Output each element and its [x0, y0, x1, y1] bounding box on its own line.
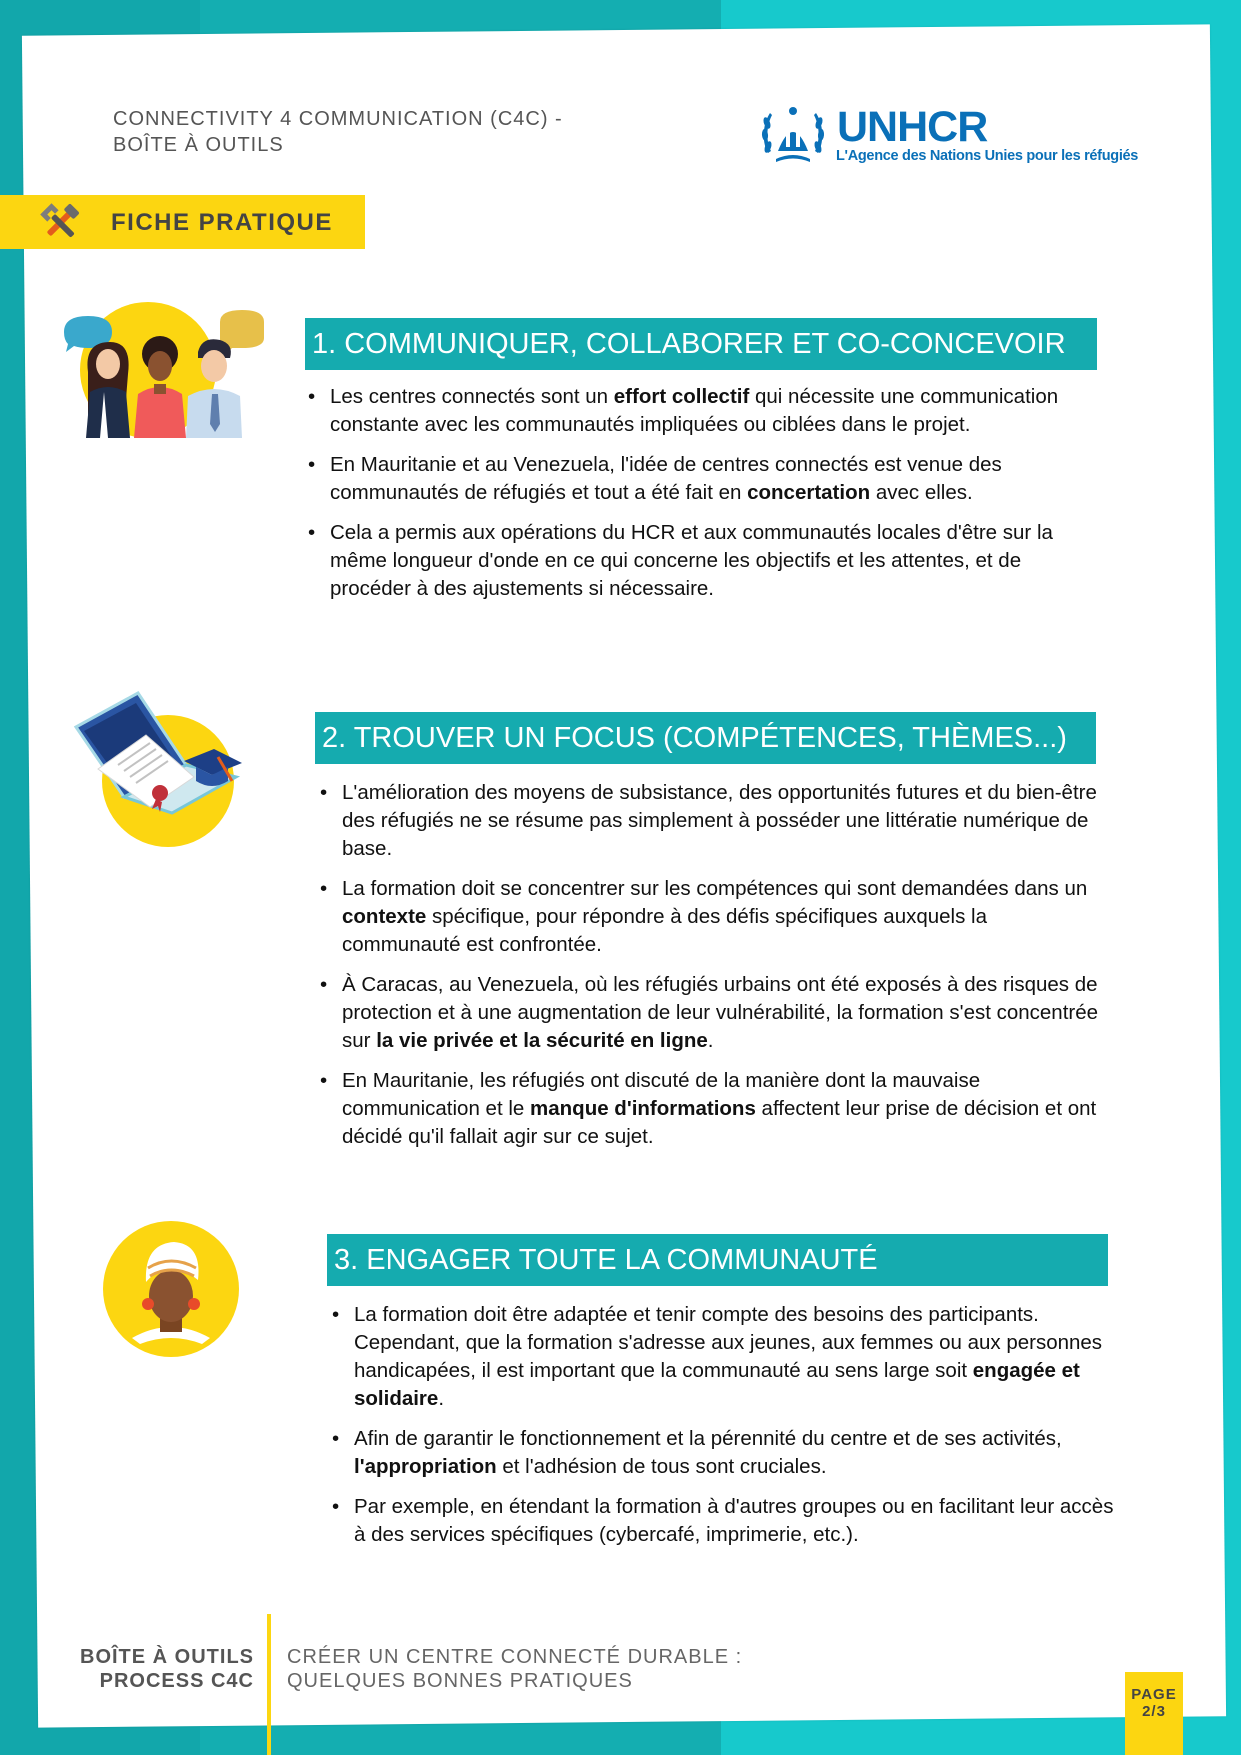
page-label: PAGE: [1131, 1686, 1177, 1703]
section-1-title: 1. COMMUNIQUER, COLLABORER ET CO-CONCEVOIR: [305, 318, 1097, 370]
fiche-pratique-label: FICHE PRATIQUE: [111, 209, 333, 236]
section-3-bullets: [332, 1301, 1122, 1561]
unhcr-logo: [758, 103, 1148, 165]
page-number-badge: [1125, 1672, 1183, 1755]
bullet-text: spécifique, pour répondre à des défis spécifiques auxquels la communauté est confrontée.: [342, 905, 987, 956]
logo-name: UNHCR: [837, 103, 988, 151]
bullet-item: [332, 1425, 1122, 1481]
bullet-text: Les centres connectés sont un: [330, 385, 614, 408]
bullet-text: Par exemple, en étendant la formation à d'autres groupes ou en facilitant leur accès à des services spécifiques (cybercafé, imprimerie, etc.).: [354, 1495, 1114, 1546]
bullet-emphasis: engagée et solidaire: [354, 1359, 1080, 1410]
bullet-text: En Mauritanie et au Venezuela, l'idée de centres connectés est venue des communautés de réfugiés et tout a été fait en: [330, 453, 1002, 504]
bullet-item: [320, 971, 1110, 1055]
footer-document-title: [287, 1645, 742, 1693]
bullet-item: [320, 1067, 1110, 1151]
bullet-text: et l'adhésion de tous sont cruciales.: [496, 1455, 827, 1478]
bullet-item: [332, 1493, 1122, 1549]
footer-right-line1: CRÉER UN CENTRE CONNECTÉ DURABLE :: [287, 1646, 743, 1668]
section-1-bullets: [308, 383, 1104, 615]
header-title-line1: CONNECTIVITY 4 COMMUNICATION (C4C) -: [113, 108, 563, 130]
section-3-title: 3. ENGAGER TOUTE LA COMMUNAUTÉ: [327, 1234, 1108, 1286]
bullet-emphasis: effort collectif: [613, 385, 750, 408]
bullet-emphasis: la vie privée et la sécurité en ligne: [376, 1029, 708, 1052]
bullet-text: À Caracas, au Venezuela, où les réfugiés urbains ont été exposés à des risques de protection et à une augmentation de leur vulnérabilité, la formation s'est concentrée sur: [342, 973, 1099, 1052]
bullet-emphasis: manque d'informations: [530, 1097, 756, 1120]
header-title-line2: BOÎTE À OUTILS: [113, 134, 284, 156]
bullet-text: Afin de garantir le fonctionnement et la pérennité du centre et de ses activités,: [354, 1427, 1062, 1450]
bullet-emphasis: contexte: [342, 905, 427, 928]
bullet-item: [320, 875, 1110, 959]
bullet-text: .: [438, 1387, 445, 1410]
header-title: [113, 106, 563, 158]
bullet-emphasis: l'appropriation: [354, 1455, 497, 1478]
bullet-item: [308, 519, 1104, 603]
section-2-title: 2. TROUVER UN FOCUS (COMPÉTENCES, THÈMES...): [315, 712, 1096, 764]
bullet-emphasis: concertation: [747, 481, 871, 504]
bullet-text: La formation doit être adaptée et tenir compte des besoins des participants. Cependant, que la formation s'adresse aux jeunes, aux femmes ou aux personnes handicapées, il est important que la communauté au sens large soit: [354, 1303, 1103, 1382]
bullet-item: [332, 1301, 1122, 1413]
section-2-bullets: [320, 779, 1110, 1163]
page-number: 2/3: [1142, 1703, 1166, 1720]
bullet-text: qui nécessite une communication constante avec les communautés impliquées ou ciblées dans le projet.: [330, 385, 1059, 436]
bullet-item: [308, 451, 1104, 507]
woman-headwrap-illustration: [102, 1220, 240, 1358]
logo-tagline: L'Agence des Nations Unies pour les réfugiés: [836, 148, 1139, 164]
footer-divider: [267, 1614, 271, 1755]
laptop-diploma-illustration: [68, 685, 248, 850]
bullet-text: L'amélioration des moyens de subsistance, des opportunités futures et du bien-être des réfugiés ne se résume pas simplement à posséder une littératie numérique de base.: [342, 781, 1097, 860]
bullet-text: En Mauritanie, les réfugiés ont discuté de la manière dont la mauvaise communication et le: [342, 1069, 981, 1120]
footer-toolbox-label: [0, 1645, 254, 1693]
people-talking-illustration: [62, 302, 272, 442]
bullet-item: [320, 779, 1110, 863]
footer-left-line1: BOÎTE À OUTILS: [80, 1646, 254, 1668]
bullet-text: affectent leur prise de décision et ont décidé qu'il fallait agir sur ce sujet.: [342, 1097, 1097, 1148]
footer-left-line2: PROCESS C4C: [99, 1670, 254, 1692]
bullet-text: La formation doit se concentrer sur les compétences qui sont demandées dans un: [342, 877, 1088, 900]
unhcr-emblem-icon: [758, 103, 828, 165]
footer-right-line2: QUELQUES BONNES PRATIQUES: [287, 1670, 633, 1692]
bullet-item: [308, 383, 1104, 439]
bullet-text: Cela a permis aux opérations du HCR et aux communautés locales d'être sur la même longueur d'onde en ce qui concerne les objectifs et les attentes, et de procéder à des ajustements si nécessaire.: [330, 521, 1053, 600]
bullet-text: .: [707, 1029, 714, 1052]
bullet-text: avec elles.: [870, 481, 973, 504]
fiche-pratique-banner: [0, 195, 365, 249]
tools-icon: [36, 201, 84, 245]
